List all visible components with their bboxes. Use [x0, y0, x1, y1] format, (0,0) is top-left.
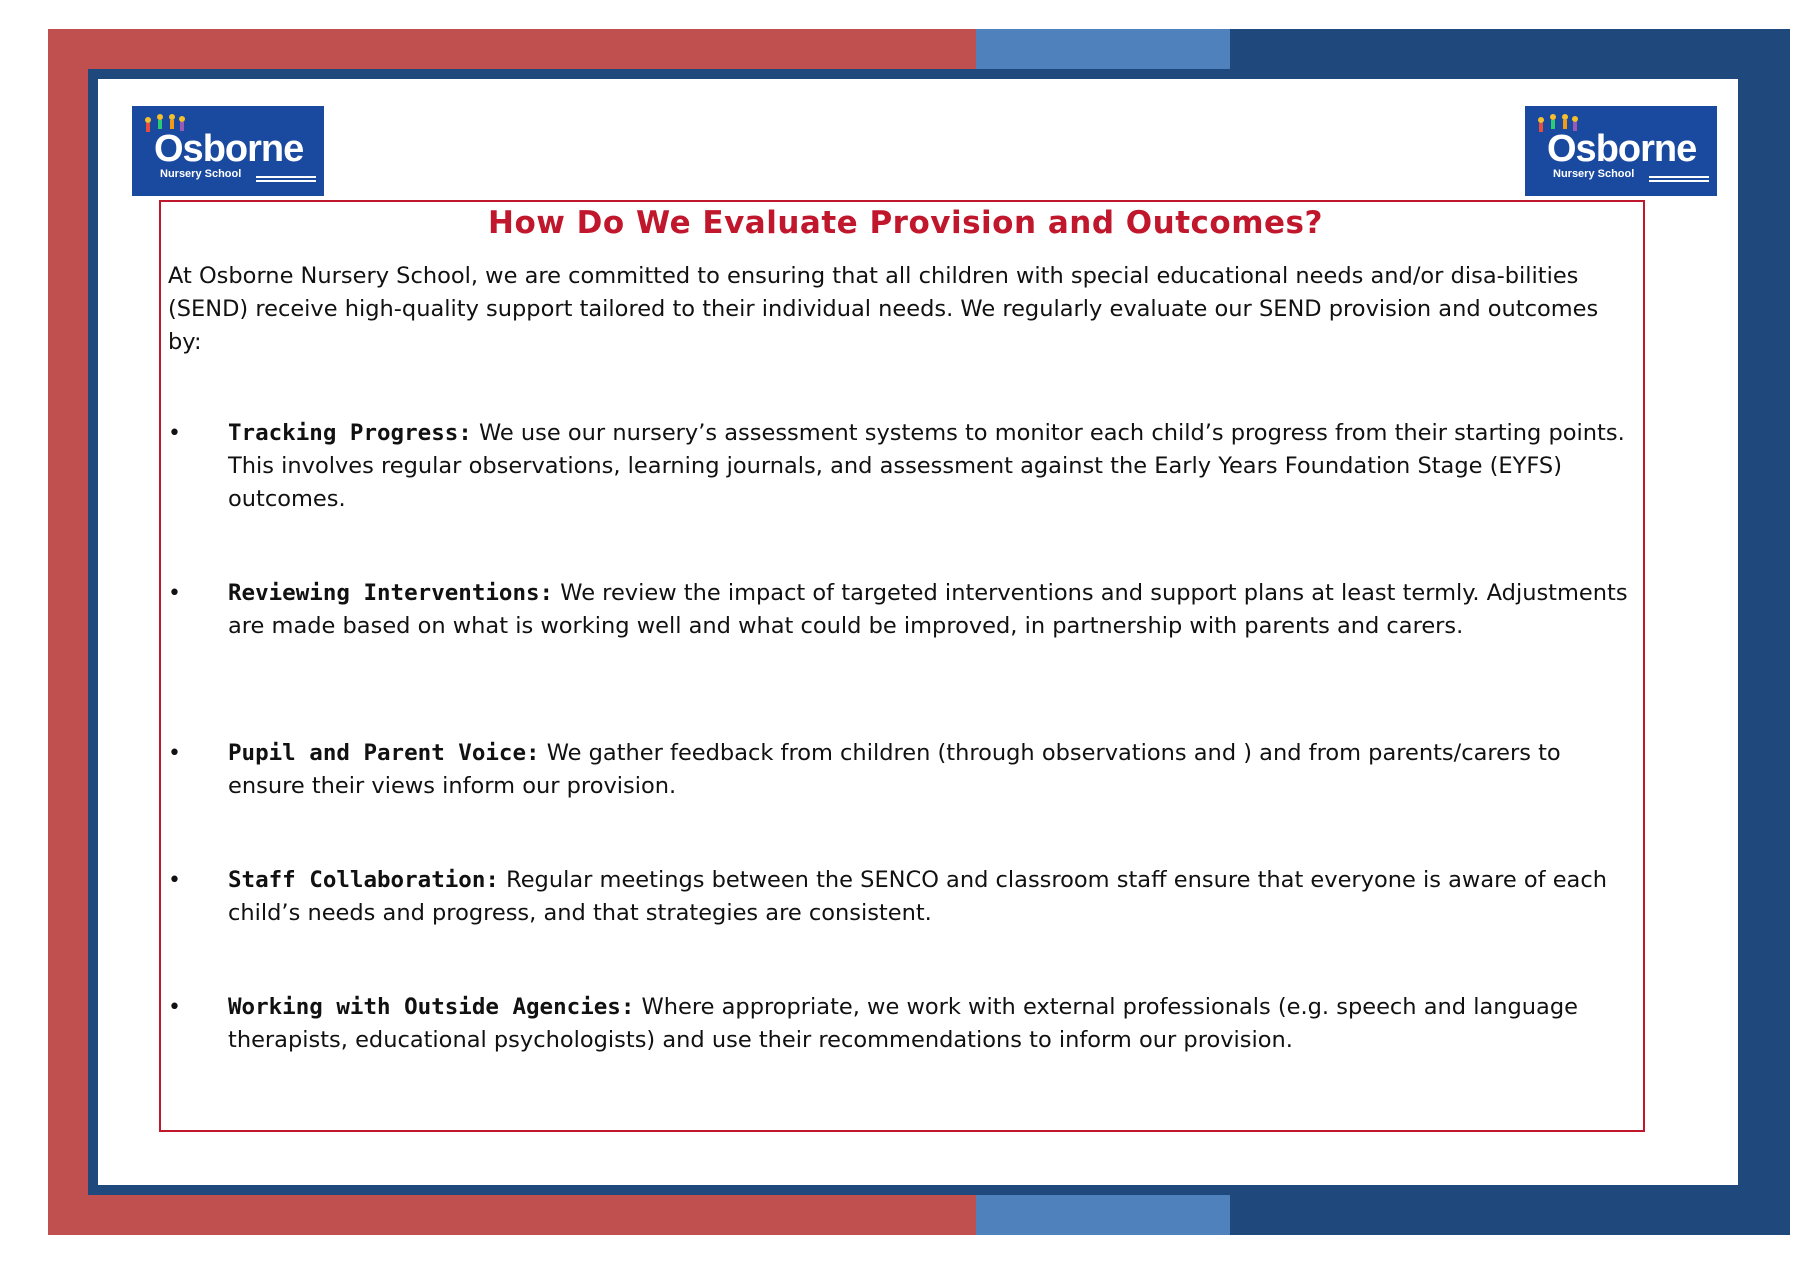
- bullet-icon: •: [168, 421, 181, 446]
- intro-paragraph: At Osborne Nursery School, we are committed to ensuring that all children with special educational needs and/or disa-bilities (SEND) receive high-quality support tailored to their individual needs. We regularly evaluate our SEND provision and outcomes by:: [168, 263, 1599, 355]
- item-heading: Pupil and Parent Voice:: [228, 740, 540, 766]
- item-heading: Staff Collaboration:: [228, 867, 499, 893]
- logo-subtitle: Nursery School: [160, 168, 242, 180]
- school-logo-left: [132, 106, 324, 196]
- logo-stripes-icon: [256, 176, 316, 184]
- item-text: Where appropriate, we work with external professionals (e.g. speech and language therapists, educational psychologists) and use their recommendations to inform our provision.: [228, 994, 1578, 1053]
- item-text: Regular meetings between the SENCO and classroom staff ensure that everyone is aware of each child’s needs and progress, and that strategies are consistent.: [228, 867, 1607, 926]
- item-heading: Tracking Progress:: [228, 420, 472, 446]
- item-text: We gather feedback from children (through observations and ) and from parents/carers to ensure their views inform our provision.: [228, 740, 1561, 799]
- logo-subtitle: Nursery School: [1553, 168, 1635, 180]
- item-heading: Reviewing Interventions:: [228, 580, 554, 606]
- bullet-icon: •: [168, 995, 181, 1020]
- bullet-icon: •: [168, 581, 181, 606]
- school-logo-right: [1525, 106, 1717, 196]
- bullet-icon: •: [168, 741, 181, 766]
- bullet-icon: •: [168, 868, 181, 893]
- item-text: We review the impact of targeted interventions and support plans at least termly. Adjustments are made based on what is working well and what could be improved, in partnership with parents and carers.: [228, 580, 1628, 639]
- item-text: We use our nursery’s assessment systems to monitor each child’s progress from their starting points. This involves regular observations, learning journals, and assessment against the Early Years Foundation Stage (EYFS) outcomes.: [228, 420, 1625, 512]
- item-heading: Working with Outside Agencies:: [228, 994, 635, 1020]
- logo-brand-text: Osborne: [154, 128, 304, 170]
- logo-stripes-icon: [1649, 176, 1709, 184]
- logo-brand-text: Osborne: [1547, 128, 1697, 170]
- page-title: How Do We Evaluate Provision and Outcomes?: [488, 205, 1323, 241]
